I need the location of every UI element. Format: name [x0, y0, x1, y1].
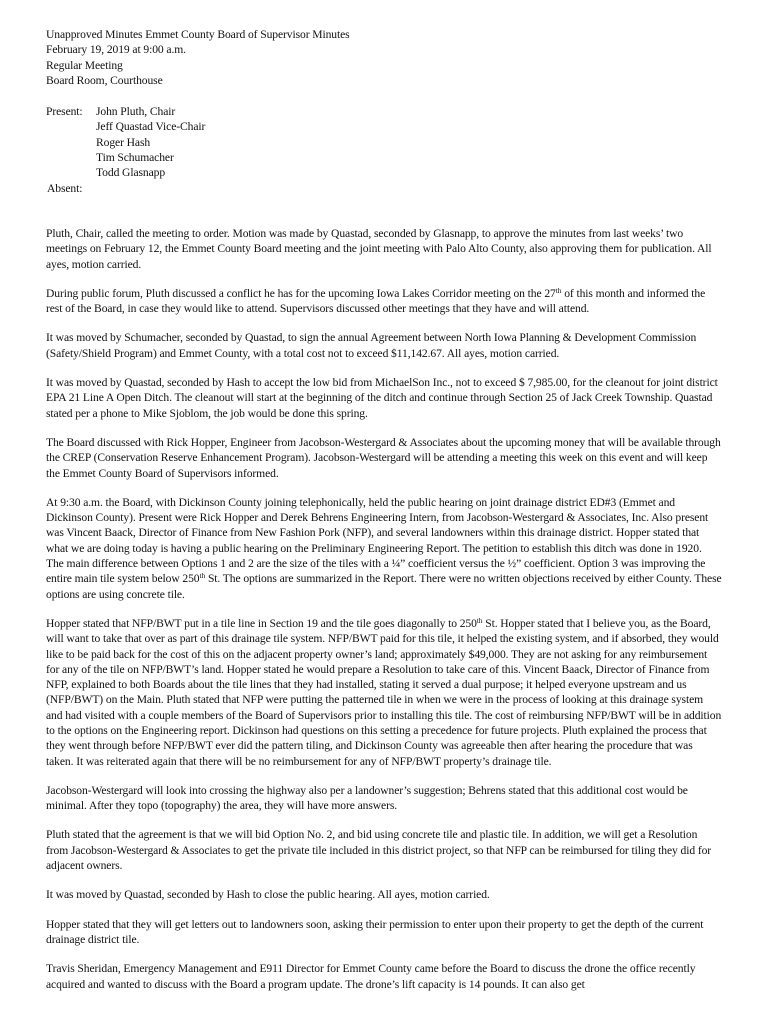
- paragraph-landowner-letters: Hopper stated that they will get letters out to landowners soon, asking their permission to enter upon their property to get the depth of the current drainage district tile.: [46, 917, 704, 946]
- minutes-header: [46, 27, 722, 88]
- paragraph-safety-agreement: It was moved by Schumacher, seconded by Quastad, to sign the annual Agreement between North Iowa Planning & Development Commission (Safety/Shield Program) and Emmet County, with a total cost not to exceed $11,142.67. All ayes, motion carried.: [46, 331, 697, 360]
- paragraph-crep: The Board discussed with Rick Hopper, Engineer from Jacobson-Westergard & Associates about the upcoming money that will be available through the CREP (Conservation Reserve Enhancement Program). Jacobson-Westergard will be attending a meeting this week on this event and will keep the Emmet County Board of Supervisors informed.: [46, 435, 721, 480]
- paragraph-call-to-order: Pluth, Chair, called the meeting to order. Motion was made by Quastad, seconded by Glasnapp, to approve the minutes from last weeks’ two meetings on February 12, the Emmet County Board meeting and the joint meeting with Palo Alto County, also approving them for publication. All ayes, motion carried.: [46, 226, 712, 271]
- paragraph-public-hearing: At 9:30 a.m. the Board, with Dickinson County joining telephonically, held the public hearing on joint drainage district ED#3 (Emmet and Dickinson County). Present were Rick Hopper and Derek Behrens Engineering Intern, from Jacobson-Westergard & Associates, Inc. Also present was Vincent Baack, Director of Finance from New Fashion Pork (NFP), and several landowners within this drainage district. Hopper stated that what we are doing today is having a public hearing on the Preliminary Engineering Report. The petition to establish this ditch was done in 1920. The main difference between Options 1 and 2 are the size of the tiles with a ¼” coefficient versus the ½” coefficient. Option 3 was improving the entire main tile system below 250th St. The options are summarized in the Report. There were no written objections received by either County. These options are using concrete tile.: [46, 495, 722, 601]
- paragraph-highway-crossing: Jacobson-Westergard will look into crossing the highway also per a landowner’s suggestion; Behrens stated that this additional cost would be minimal. After they topo (topography) the area, they will have more answers.: [46, 783, 688, 813]
- present-member: Todd Glasnapp: [96, 166, 166, 180]
- paragraph-cleanout-bid: It was moved by Quastad, seconded by Hash to accept the low bid from MichaelSon Inc., not to exceed $ 7,985.00, for the cleanout for joint district EPA 21 Line A Open Ditch. The cleanout will start at the beginning of the ditch and continue through Section 25 of Jack Creek Township. Quastad stated per a phone to Mike Sjoblom, the job would be done this spring.: [46, 376, 718, 420]
- paragraph-public-forum: During public forum, Pluth discussed a conflict he has for the upcoming Iowa Lakes Corridor meeting on the 27th of this month and informed the rest of the Board, in case they would like to attend. Supervisors discussed other meetings that they have and will attend.: [46, 285, 706, 316]
- paragraph-bid-agreement: Pluth stated that the agreement is that we will bid Option No. 2, and bid using concrete tile and plastic tile. In addition, we will get a Resolution from Jacobson-Westergard & Associates to get the private tile included in this district project, so that NFP can be reimbursed for tiling they did for adjacent owners.: [46, 828, 712, 873]
- header-title: Unapproved Minutes Emmet County Board of Supervisor Minutes: [46, 28, 350, 41]
- header-date: February 19, 2019 at 9:00 a.m.: [46, 43, 186, 57]
- present-member: Tim Schumacher: [96, 151, 174, 165]
- paragraph-nfp-tile: Hopper stated that NFP/BWT put in a tile line in Section 19 and the tile goes diagonally to 250th St. Hopper stated that I believe you, as the Board, will want to take that over as part of this drainage tile system. NFP/BWT paid for this tile, it helped the existing system, and if absorbed, they would like to be paid back for the cost of this on the adjacent property owner’s land; approximately $49,000. They are not asking for any reimbursement for any of the tile on NFP/BWT’s land. Hopper stated he would prepare a Resolution to take care of this. Vincent Baack, Director of Finance from NFP, explained to both Boards about the tile lines that they had installed, stating it served a dual purpose; it helped everyone upstream and us (NFP/BWT) on the Main. Pluth stated that NFP were putting the patterned tile in when we were in the process of looking at this drainage system and had visited with a couple members of the Board of Supervisors prior to installing this tile. The cost of reimbursing NFP/BWT will be in addition to the options on the Engineering report. Dickinson had questions on this setting a precedence for future projects. Pluth explained the process that they went through before NFP/BWT ever did the pattern tiling, and Dickinson County was agreeable then after hearing the procedure that was taken. It was reiterated again that there will be no reimbursement for any of NFP/BWT property’s drainage tile.: [46, 615, 722, 768]
- present-member: John Pluth, Chair: [96, 105, 176, 119]
- header-meeting-type: Regular Meeting: [46, 58, 123, 72]
- paragraph-close-hearing: It was moved by Quastad, seconded by Hash to close the public hearing. All ayes, motion carried.: [46, 888, 490, 902]
- header-location: Board Room, Courthouse: [46, 73, 163, 87]
- minutes-document: [46, 27, 722, 1006]
- present-member: Jeff Quastad Vice-Chair: [96, 120, 206, 134]
- absent-label: Absent:: [47, 181, 83, 195]
- paragraph-drone-update: Travis Sheridan, Emergency Management and E911 Director for Emmet County came before the Board to discuss the drone the office recently acquired and wanted to discuss with the Board a program update. The drone’s lift capacity is 14 pounds. It can also get: [46, 962, 696, 991]
- present-list: [46, 104, 722, 180]
- present-label: Present:: [46, 105, 83, 119]
- present-member: Roger Hash: [96, 135, 151, 149]
